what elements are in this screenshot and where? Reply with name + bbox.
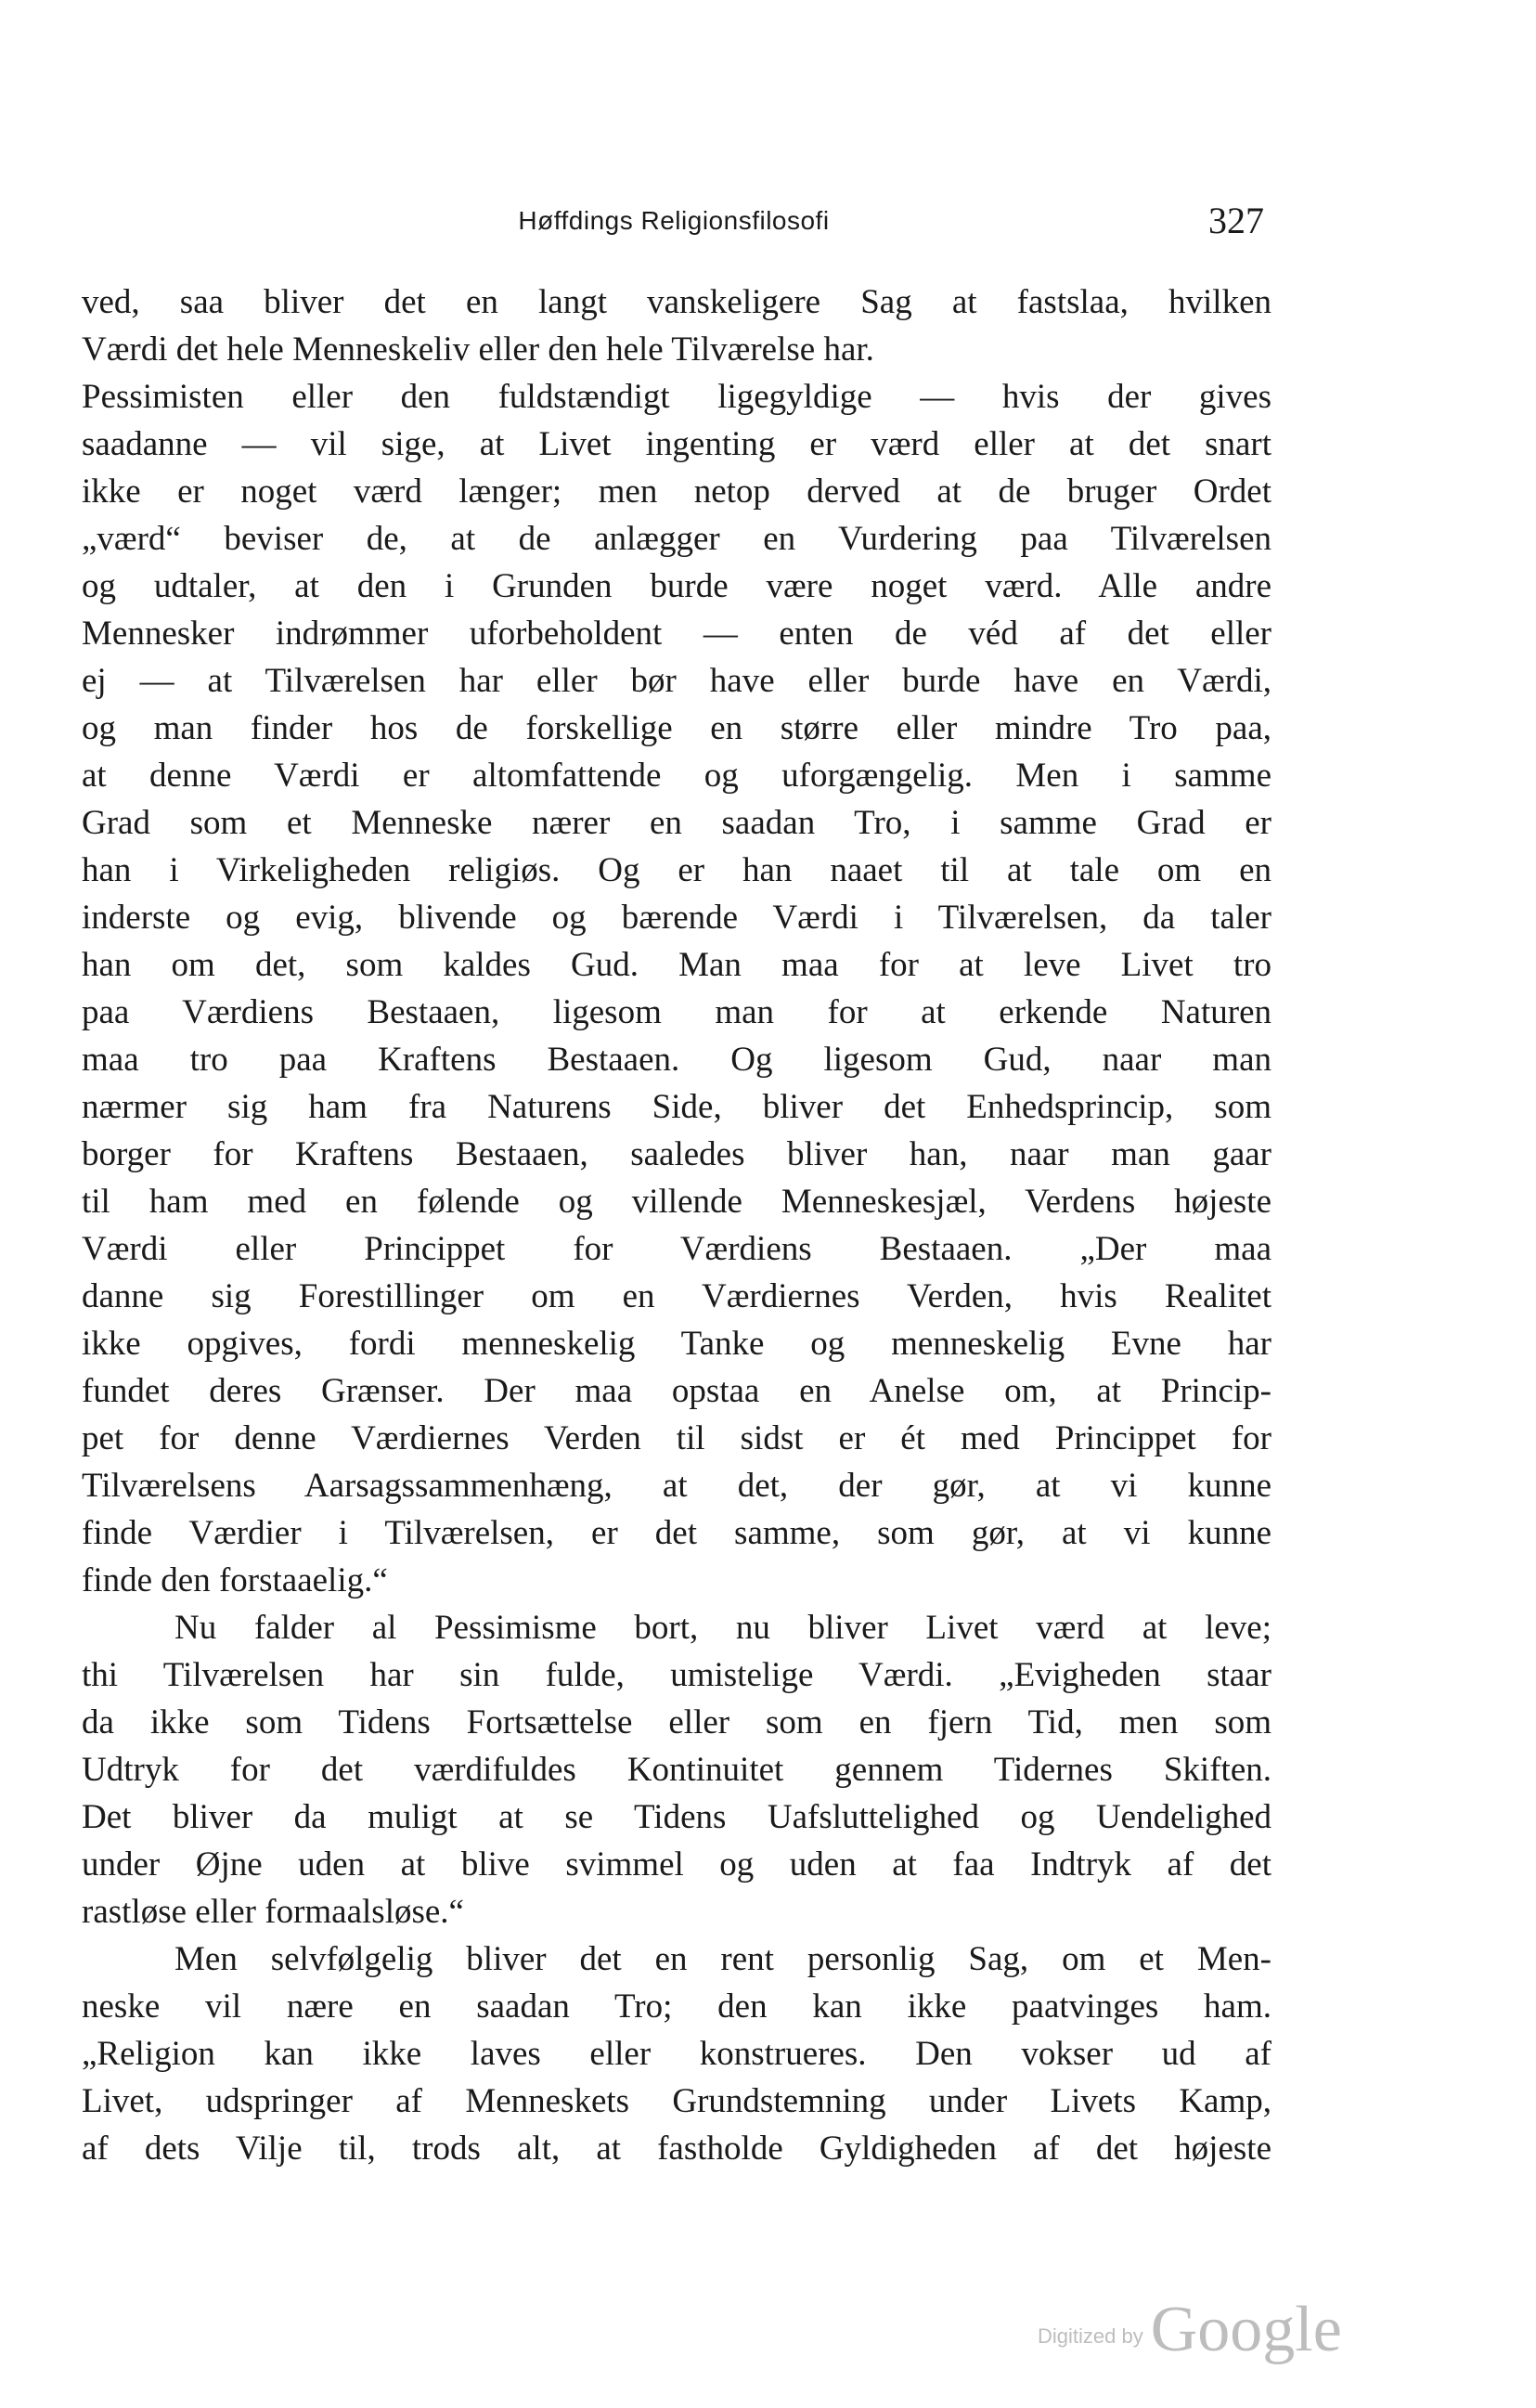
text-line: maa tro paa Kraftens Bestaaen. Og ligesom Gud, naar man bbox=[82, 1041, 1271, 1079]
text-line: nærmer sig ham fra Naturens Side, bliver det Enhedsprincip, som bbox=[82, 1088, 1271, 1126]
text-line: til ham med en følende og villende Menneskesjæl, Verdens højeste bbox=[82, 1183, 1271, 1221]
text-line: „værd“ beviser de, at de anlægger en Vurdering paa Tilværelsen bbox=[82, 520, 1271, 558]
page-header bbox=[84, 200, 1264, 252]
text-line: rastløse eller formaalsløse.“ bbox=[82, 1893, 464, 1931]
page-number: 327 bbox=[1208, 200, 1264, 241]
text-line: Livet, udspringer af Menneskets Grundstemning under Livets Kamp, bbox=[82, 2082, 1271, 2120]
text-line: Pessimisten eller den fuldstændigt ligegyldige — hvis der gives bbox=[82, 378, 1271, 416]
text-line: finde den forstaaelig.“ bbox=[82, 1561, 388, 1599]
watermark-prefix: Digitized by bbox=[1038, 2324, 1143, 2348]
text-line: han om det, som kaldes Gud. Man maa for at leve Livet tro bbox=[82, 946, 1271, 984]
text-line: Værdi det hele Menneskeliv eller den hele Tilværelse har. bbox=[82, 330, 874, 369]
text-line: Det bliver da muligt at se Tidens Uafsluttelighed og Uendelighed bbox=[82, 1798, 1271, 1836]
text-line: borger for Kraftens Bestaaen, saaledes bliver han, naar man gaar bbox=[82, 1135, 1271, 1173]
google-logo: Google bbox=[1150, 2294, 1342, 2365]
text-line: thi Tilværelsen har sin fulde, umistelige Værdi. „Evigheden staar bbox=[82, 1656, 1271, 1694]
text-line: paa Værdiens Bestaaen, ligesom man for at erkende Naturen bbox=[82, 993, 1271, 1031]
text-line: ikke er noget værd længer; men netop derved at de bruger Ordet bbox=[82, 473, 1271, 511]
text-line: ikke opgives, fordi menneskelig Tanke og menneskelig Evne har bbox=[82, 1325, 1271, 1363]
text-line: Tilværelsens Aarsagssammenhæng, at det, der gør, at vi kunne bbox=[82, 1467, 1271, 1505]
text-line: og man finder hos de forskellige en større eller mindre Tro paa, bbox=[82, 709, 1271, 747]
text-line: Udtryk for det værdifuldes Kontinuitet gennem Tidernes Skiften. bbox=[82, 1751, 1271, 1789]
text-line: saadanne — vil sige, at Livet ingenting er værd eller at det snart bbox=[82, 425, 1271, 463]
text-line: og udtaler, at den i Grunden burde være noget værd. Alle andre bbox=[82, 567, 1271, 605]
body-text bbox=[82, 278, 1271, 2172]
text-line: Grad som et Menneske nærer en saadan Tro, i samme Grad er bbox=[82, 804, 1271, 842]
text-line: ved, saa bliver det en langt vanskeligere Sag at fastslaa, hvilken bbox=[82, 283, 1271, 321]
text-line: Nu falder al Pessimisme bort, nu bliver Livet værd at leve; bbox=[174, 1609, 1271, 1647]
text-line: af dets Vilje til, trods alt, at fastholde Gyldigheden af det højeste bbox=[82, 2130, 1271, 2168]
text-line: neske vil nære en saadan Tro; den kan ikke paatvinges ham. bbox=[82, 1987, 1271, 2026]
text-line: da ikke som Tidens Fortsættelse eller som en fjern Tid, men som bbox=[82, 1703, 1271, 1741]
text-line: at denne Værdi er altomfattende og uforgængelig. Men i samme bbox=[82, 757, 1271, 795]
text-line: han i Virkeligheden religiøs. Og er han naaet til at tale om en bbox=[82, 851, 1271, 889]
text-line: Mennesker indrømmer uforbeholdent — enten de véd af det eller bbox=[82, 615, 1271, 653]
text-line: „Religion kan ikke laves eller konstrueres. Den vokser ud af bbox=[82, 2035, 1271, 2073]
text-line: inderste og evig, blivende og bærende Værdi i Tilværelsen, da taler bbox=[82, 899, 1271, 937]
text-line: ej — at Tilværelsen har eller bør have eller burde have en Værdi, bbox=[82, 662, 1271, 700]
text-line: finde Værdier i Tilværelsen, er det samme, som gør, at vi kunne bbox=[82, 1514, 1271, 1552]
digitized-by-watermark bbox=[1038, 2293, 1342, 2367]
text-line: fundet deres Grænser. Der maa opstaa en Anelse om, at Princip- bbox=[82, 1372, 1271, 1410]
text-line: Værdi eller Princippet for Værdiens Bestaaen. „Der maa bbox=[82, 1230, 1271, 1268]
text-line: Men selvfølgelig bliver det en rent personlig Sag, om et Men- bbox=[174, 1940, 1271, 1978]
text-line: pet for denne Værdiernes Verden til sidst er ét med Princippet for bbox=[82, 1419, 1271, 1457]
text-line: under Øjne uden at blive svimmel og uden at faa Indtryk af det bbox=[82, 1845, 1271, 1884]
text-line: danne sig Forestillinger om en Værdiernes Verden, hvis Realitet bbox=[82, 1277, 1271, 1315]
running-title: Høffdings Religionsfilosofi bbox=[518, 206, 830, 235]
